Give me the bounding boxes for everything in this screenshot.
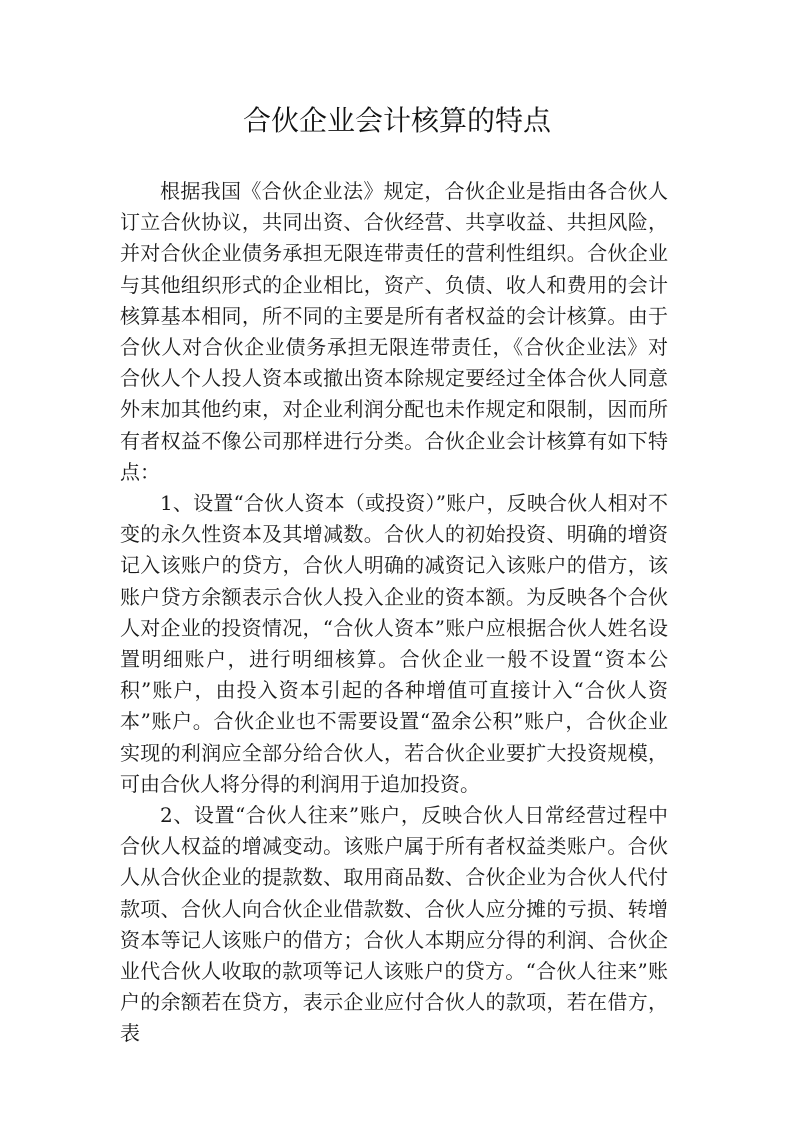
document-body bbox=[120, 176, 668, 1050]
paragraph-point-2: 2、设置“合伙人往来”账户，反映合伙人日常经营过程中合伙人权益的增减变动。该账户属于所有者权益类账户。合伙人从合伙企业的提款数、取用商品数、合伙企业为合伙人代付款项、合伙人向合伙企业借款数、合伙人应分摊的亏损、转增资本等记人该账户的借方；合伙人本期应分得的利润、合伙企业代合伙人收取的款项等记人该账户的贷方。“合伙人往来”账户的余额若在贷方，表示企业应付合伙人的款项，若在借方，表 bbox=[120, 803, 668, 1046]
paragraph-intro: 根据我国《合伙企业法》规定，合伙企业是指由各合伙人订立合伙协议，共同出资、合伙经营、共享收益、共担风险，并对合伙企业债务承担无限连带责任的营利性组织。合伙企业与其他组织形式的企业相比，资产、负债、收人和费用的会计核算基本相同，所不同的主要是所有者权益的会计核算。由于合伙人对合伙企业债务承担无限连带责任，《合伙企业法》对合伙人个人投人资本或撤出资本除规定要经过全体合伙人同意外末加其他约束，对企业利润分配也未作规定和限制，因而所有者权益不像公司那样进行分类。合伙企业会计核算有如下特点： bbox=[120, 179, 668, 484]
paragraph-point-1: 1、设置“合伙人资本（或投资）”账户，反映合伙人相对不变的永久性资本及其增减数。合伙人的初始投资、明确的增资记入该账户的贷方，合伙人明确的减资记入该账户的借方，该账户贷方余额表示合伙人投入企业的资本额。为反映各个合伙人对企业的投资情况，“合伙人资本”账户应根据合伙人姓名设置明细账户，进行明细核算。合伙企业一般不设置“资本公积”账户，由投入资本引起的各种增值可直接计入“合伙人资本”账户。合伙企业也不需要设置“盈余公积”账户，合伙企业实现的利润应全部分给合伙人，若合伙企业要扩大投资规模，可由合伙人将分得的利润用于追加投资。 bbox=[120, 491, 668, 796]
document-title: 合伙企业会计核算的特点 bbox=[242, 104, 551, 137]
